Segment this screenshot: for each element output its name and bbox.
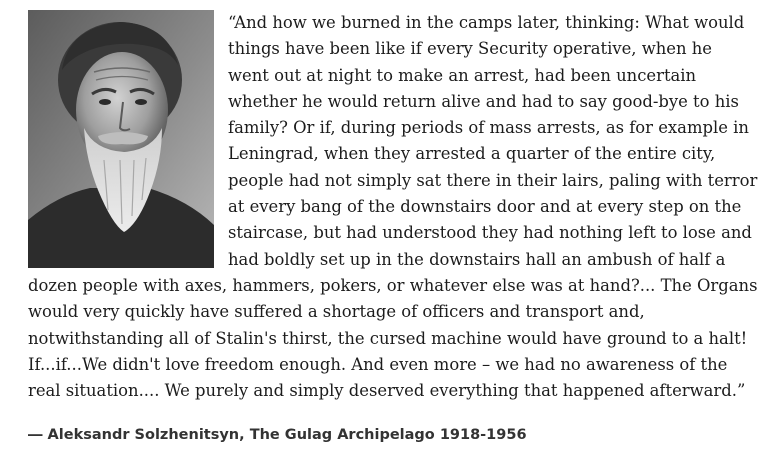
author-portrait-image [28, 10, 214, 268]
quote-attribution: ― Aleksandr Solzhenitsyn, The Gulag Archipelago 1918-1956 [28, 427, 527, 443]
author-portrait [28, 10, 214, 268]
quote-text: “And how we burned in the camps later, thinking: What would things have been like if every Security operative, when he went out at night to make an arrest, had been uncertain whether he would return alive and had to say good-bye to his family? Or if, during periods of mass arrests, as for example in Leningrad, when they arrested a quarter of the entire city, people had not simply sat there in their lairs, paling with terror at every bang of the downstairs door and at every step on the staircase, but had understood they had nothing left to lose and had boldly set up in the downstairs hall an ambush of half a dozen people with axes, hammers, pokers, or whatever else was at hand?... The Organs would very quickly have suffered a shortage of officers and transport and, notwithstanding all of Stalin's thirst, the cursed machine would have ground to a halt! If...if...We didn't love freedom enough. And even more – we had no awareness of the real situation.... We purely and simply deserved everything that happened afterward.” [28, 13, 758, 401]
